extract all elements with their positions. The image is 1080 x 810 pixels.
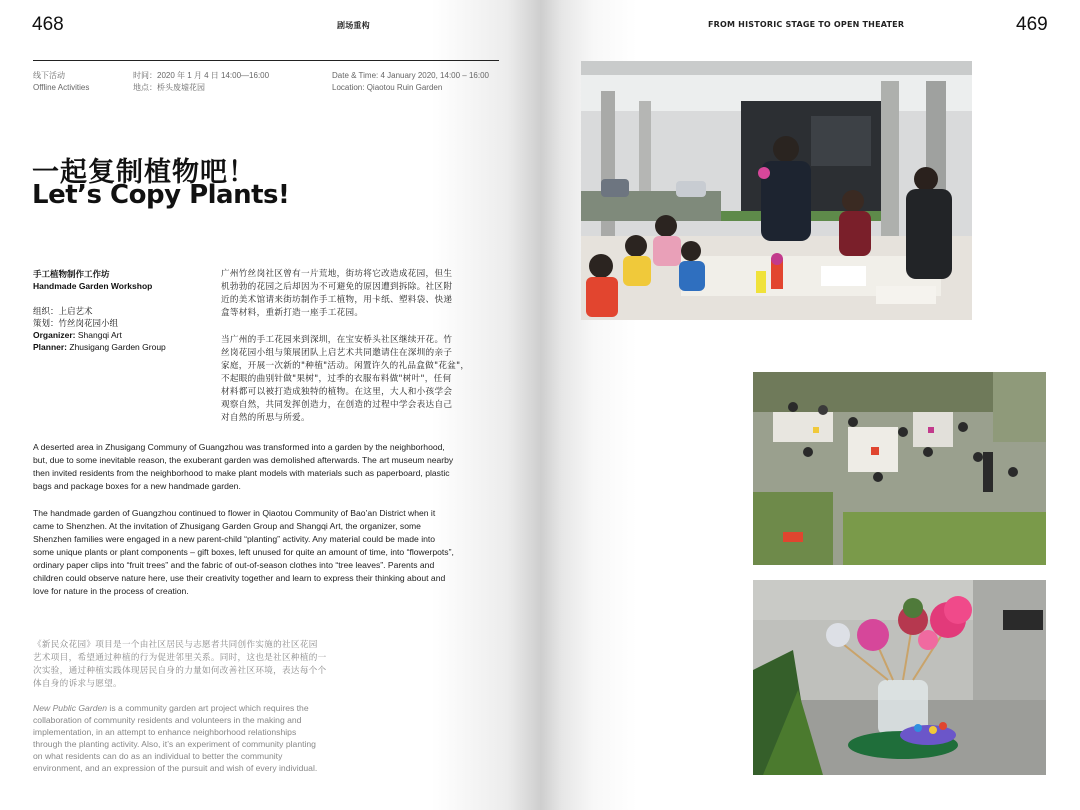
cn-p2-line: 家庭，开展一次新的"种植"活动。闲置许久的礼品盒做"花盆"， [221, 361, 470, 371]
note-en-line: collaboration of community residents and volunteers in the making and [33, 715, 302, 725]
event-type-en: Offline Activities [33, 83, 90, 92]
cn-paragraph-2 [221, 334, 500, 425]
cn-p2-line: 对自然的所思与所爱。 [221, 413, 310, 423]
cn-p2-line: 丝岗花园小组与策展团队上启艺术共同邀请住在深圳的亲子 [221, 348, 453, 358]
en-p1-line: but, due to some inevitable reason, the exuberant garden was demolished afterwards. The art museum nearby [33, 455, 454, 465]
en-p2-line: came to Shenzhen. At the invitation of Zhusigang Garden Group and Shangqi Art, the organizer, some [33, 521, 421, 531]
cn-paragraph-1 [221, 268, 500, 320]
event-type [33, 70, 89, 94]
flowers-photo [753, 580, 1046, 775]
planner-value: Zhusigang Garden Group [67, 342, 166, 352]
event-time-en: Date & Time: 4 January 2020, 14:00 – 16:00 [332, 71, 489, 80]
note-cn-line: 体自身的诉求与愿望。 [33, 679, 122, 689]
note-en-line: environment, and an expression of the pursuit and wish of every individual. [33, 763, 318, 773]
note-en [33, 702, 363, 774]
cn-p1-line: 盒等材料，重新打造一座手工花园。 [221, 308, 364, 318]
note-en-line [33, 702, 363, 714]
planner-label: Planner: [33, 342, 68, 352]
aerial-photo-illustration [753, 372, 1046, 565]
event-time-place-en [332, 70, 489, 94]
cn-p2-line: 当广州的手工花园来到深圳，在宝安桥头社区继续开花。竹 [221, 335, 453, 345]
en-p1-line: A deserted area in Zhusigang Communy of Guangzhou was transformed into a garden by the neighborhood, [33, 442, 445, 452]
flowers-photo-illustration [753, 580, 1046, 775]
note-en-title: New Public Garden [33, 703, 108, 713]
title-chinese: 一起复制植物吧！ [32, 157, 256, 188]
en-p2-line: ordinary paper clips into “fruit trees” and the fabric of out-of-season clothes into “tree leaves”. Parents and [33, 560, 435, 570]
en-p2-line: Shenzhen families were engaged in a new parent-child “planting” activity. Any material could be made into [33, 534, 436, 544]
workshop-title-en: Handmade Garden Workshop [33, 281, 153, 291]
en-p1-line: bags and package boxes for a new handmade garden. [33, 481, 241, 491]
note-cn [33, 639, 363, 691]
right-page [540, 0, 1080, 810]
cn-p2-line: 不起眼的曲别针做"果树"，过季的衣服布料做"树叶"，任何 [221, 374, 452, 384]
organizer-en [33, 329, 166, 341]
en-paragraph-1 [33, 441, 499, 493]
en-p2-line: some unique plants or plant components – gift boxes, left unused for quite an amount of time, into “flowerpots”, [33, 547, 454, 557]
cn-p1-line: 机勃勃的花园之后却因为不可避免的原因遭到拆除。社区附 [221, 282, 453, 292]
workshop-title [33, 268, 152, 292]
cn-p2-line: 材料都可以被打造成独特的植物。在这里，大人和小孩学会 [221, 387, 453, 397]
note-en-line: through the planting activity. Also, it’s an experiment of community planting [33, 739, 316, 749]
organizer-value: Shangqi Art [75, 330, 122, 340]
note-en-line: on what residents can do as an individual to better the community [33, 751, 283, 761]
en-p1-line: then invited residents from the neighborhood to make plant models with materials such as paperboard, plastic [33, 468, 450, 478]
title-english: Let’s Copy Plants! [32, 180, 290, 210]
planner-cn: 策划：竹丝岗花园小组 [33, 318, 119, 328]
organizer-cn: 组织：上启艺术 [33, 306, 93, 316]
workshop-photo-illustration [581, 61, 972, 320]
workshop-title-cn: 手工植物制作工作坊 [33, 269, 110, 279]
page-number-right: 469 [1016, 14, 1048, 35]
aerial-photo [753, 372, 1046, 565]
event-place-cn: 地点：桥头废墟花园 [133, 83, 205, 92]
workshop-photo [581, 61, 972, 320]
running-head-left: 剧场重构 [337, 21, 370, 30]
note-cn-line: 《新民众花园》项目是一个由社区居民与志愿者共同创作实施的社区花园 [33, 640, 318, 650]
cn-p1-line: 近的美术馆请来街坊制作手工植物，用卡纸、塑料袋、快递 [221, 295, 453, 305]
planner-en [33, 341, 166, 353]
note-cn-line: 艺术项目，希望通过种植的行为促进邻里关系。同时，这也是社区种植的一 [33, 653, 327, 663]
cn-p2-line: 观察自然，共同发挥创造力，在创造的过程中学会表达自己 [221, 400, 453, 410]
note-en-first: is a community garden art project which requires the [107, 703, 309, 713]
organizer-label: Organizer: [33, 330, 76, 340]
en-p2-line: The handmade garden of Guangzhou continued to flower in Qiaotou Community of Bao’an District when it [33, 508, 436, 518]
en-paragraph-2 [33, 507, 499, 598]
event-time-cn: 时间：2020 年 1 月 4 日 14:00—16:00 [133, 71, 270, 80]
note-cn-line: 次实验，通过种植实践体现居民自身的力量如何改善社区环境，表达每个个 [33, 666, 327, 676]
en-p2-line: love for nature in the process of creation. [33, 586, 189, 596]
en-p2-line: children could observe nature here, use their creativity together and learn to express their thinking about and [33, 573, 446, 583]
header-rule [33, 60, 499, 61]
event-time-place-cn [133, 70, 269, 94]
cn-p1-line: 广州竹丝岗社区曾有一片荒地，街坊将它改造成花园，但生 [221, 269, 453, 279]
event-place-en: Location: Qiaotou Ruin Garden [332, 83, 443, 92]
page-number-left: 468 [32, 14, 64, 35]
event-type-cn: 线下活动 [33, 71, 65, 80]
running-head-right: FROM HISTORIC STAGE TO OPEN THEATER [708, 20, 905, 29]
note-en-line: implementation, in an attempt to enhance neighborhood relationships [33, 727, 297, 737]
credits-block [33, 305, 166, 353]
